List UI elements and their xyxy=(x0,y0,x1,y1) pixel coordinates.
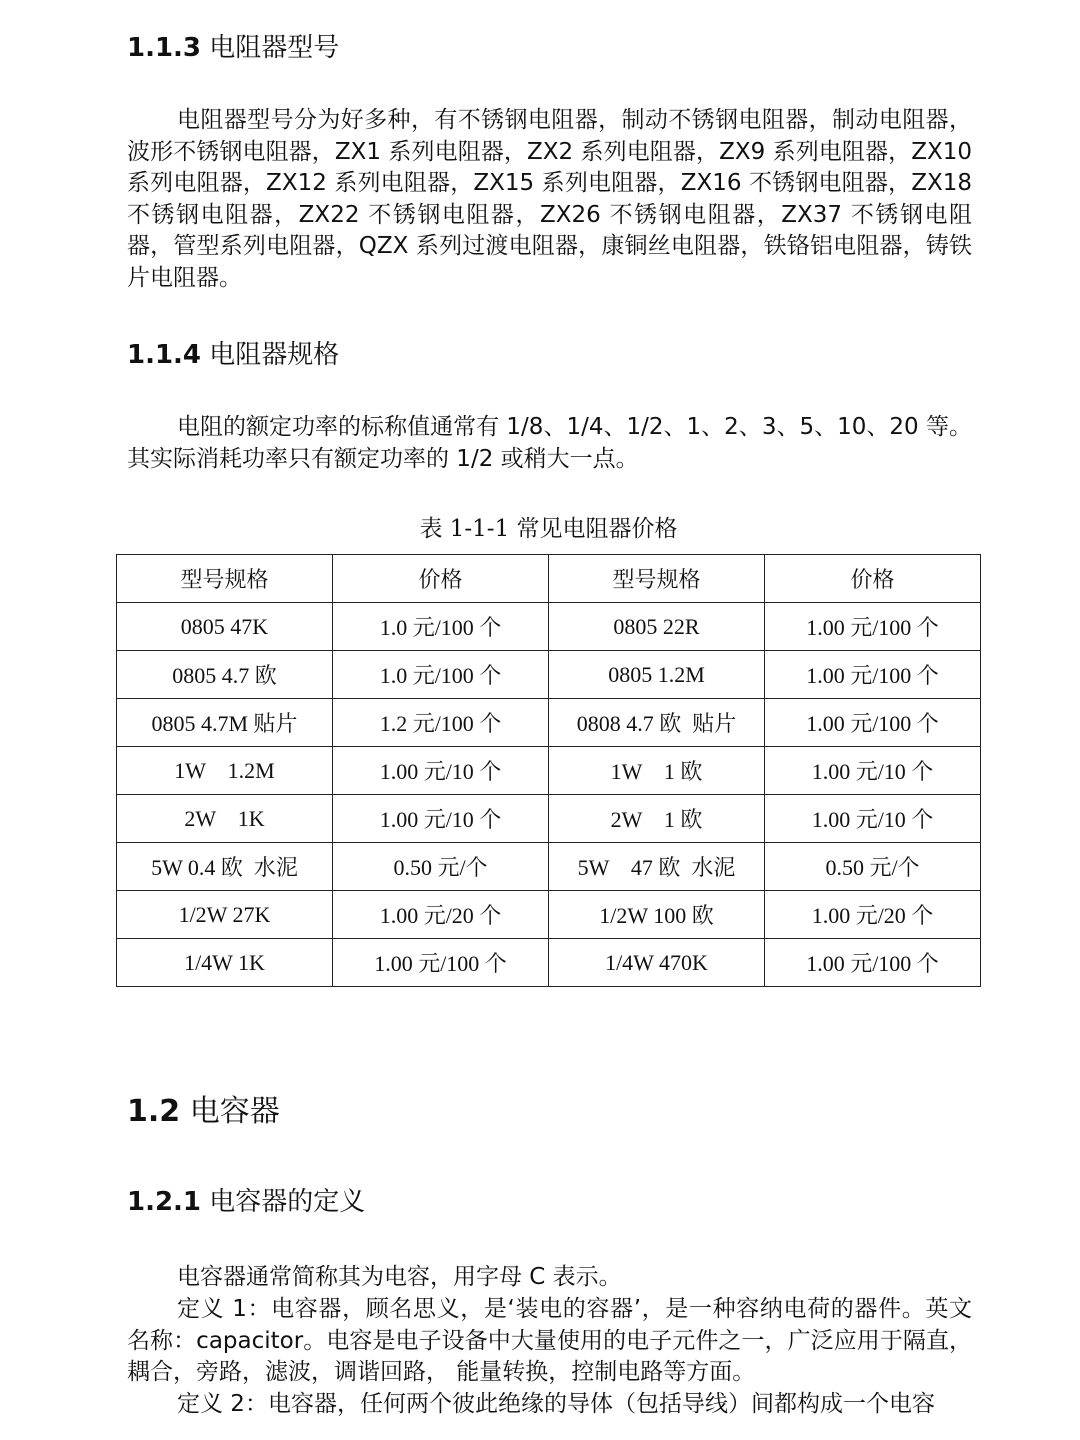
table-cell: 1.00 元/20 个 xyxy=(333,891,549,939)
table-row xyxy=(117,939,981,987)
table-cell: 0805 4.7M 贴片 xyxy=(117,699,333,747)
paragraph-resistor-specs: 电阻的额定功率的标称值通常有 1/8、1/4、1/2、1、2、3、5、10、20 等。其实际消耗功率只有额定功率的 1/2 或稍大一点。 xyxy=(127,414,972,472)
table-cell: 0808 4.7 欧 贴片 xyxy=(549,699,765,747)
table-row xyxy=(117,843,981,891)
table-cell: 5W 47 欧 水泥 xyxy=(549,843,765,891)
table-cell: 1.00 元/10 个 xyxy=(333,747,549,795)
table-cell: 1.0 元/100 个 xyxy=(333,603,549,651)
table-cell: 1.00 元/10 个 xyxy=(333,795,549,843)
table-cell: 0805 22R xyxy=(549,603,765,651)
table-cell: 0805 4.7 欧 xyxy=(117,651,333,699)
heading-1-2 xyxy=(127,1094,280,1130)
heading-1-1-4 xyxy=(127,340,339,370)
heading-title: 电容器 xyxy=(189,1094,280,1129)
table-cell: 1.00 元/20 个 xyxy=(765,891,981,939)
heading-title: 电容器的定义 xyxy=(209,1187,366,1217)
table-cell: 1W 1 欧 xyxy=(549,747,765,795)
table-cell: 1/4W 1K xyxy=(117,939,333,987)
table-row xyxy=(117,747,981,795)
header-cell: 价格 xyxy=(765,555,981,603)
heading-number: 1.1.4 xyxy=(127,340,202,370)
paragraph-resistor-models: 电阻器型号分为好多种，有不锈钢电阻器，制动不锈钢电阻器，制动电阻器，波形不锈钢电阻器，ZX1 系列电阻器，ZX2 系列电阻器，ZX9 系列电阻器，ZX10 系列电阻器，ZX12 系列电阻器，ZX15 系列电阻器，ZX16 不锈钢电阻器，ZX18 不锈钢电阻器，ZX22 不锈钢电阻器，ZX26 不锈钢电阻器，ZX37 不锈钢电阻器，管型系列电阻器，QZX 系列过渡电阻器，康铜丝电阻器，铁铬铝电阻器，铸铁片电阻器。 xyxy=(127,107,972,291)
header-cell: 型号规格 xyxy=(117,555,333,603)
table-cell: 1.00 元/100 个 xyxy=(765,651,981,699)
header-cell: 价格 xyxy=(333,555,549,603)
table-cell: 0.50 元/个 xyxy=(333,843,549,891)
heading-1-1-3 xyxy=(127,33,339,63)
table-cell: 1.00 元/100 个 xyxy=(333,939,549,987)
table-row xyxy=(117,651,981,699)
heading-number: 1.2.1 xyxy=(127,1187,202,1217)
table-caption: 表 1-1-1 常见电阻器价格 xyxy=(419,516,678,542)
heading-1-2-1 xyxy=(127,1187,365,1217)
table-row xyxy=(117,603,981,651)
paragraph-capacitor-intro: 电容器通常简称其为电容，用字母 C 表示。 xyxy=(177,1264,622,1290)
heading-title: 电阻器规格 xyxy=(209,340,340,370)
table-cell: 1.00 元/10 个 xyxy=(765,795,981,843)
table-cell: 1/2W 100 欧 xyxy=(549,891,765,939)
table-cell: 0805 47K xyxy=(117,603,333,651)
table-cell: 1.00 元/100 个 xyxy=(765,939,981,987)
heading-number: 1.1.3 xyxy=(127,33,202,63)
header-cell: 型号规格 xyxy=(549,555,765,603)
table-cell: 1.00 元/100 个 xyxy=(765,699,981,747)
table-cell: 5W 0.4 欧 水泥 xyxy=(117,843,333,891)
table-row xyxy=(117,795,981,843)
table-cell: 1/2W 27K xyxy=(117,891,333,939)
table-cell: 1.0 元/100 个 xyxy=(333,651,549,699)
table-cell: 1/4W 470K xyxy=(549,939,765,987)
table-cell: 1.2 元/100 个 xyxy=(333,699,549,747)
table-cell: 2W 1K xyxy=(117,795,333,843)
resistor-price-table xyxy=(116,554,981,987)
table-cell: 0.50 元/个 xyxy=(765,843,981,891)
table-cell: 1.00 元/10 个 xyxy=(765,747,981,795)
table-cell: 1.00 元/100 个 xyxy=(765,603,981,651)
paragraph-capacitor-definition-2: 定义 2：电容器，任何两个彼此绝缘的导体（包括导线）间都构成一个电容 xyxy=(177,1391,935,1417)
table-row xyxy=(117,891,981,939)
heading-title: 电阻器型号 xyxy=(209,33,340,63)
table-header-row xyxy=(117,555,981,603)
paragraph-capacitor-definition-1: 定义 1：电容器，顾名思义，是‘装电的容器’，是一种容纳电荷的器件。英文名称：capacitor。电容是电子设备中大量使用的电子元件之一，广泛应用于隔直，耦合，旁路，滤波，调谐回路， 能量转换，控制电路等方面。 xyxy=(127,1296,972,1385)
table-cell: 0805 1.2M xyxy=(549,651,765,699)
table-cell: 2W 1 欧 xyxy=(549,795,765,843)
table-row xyxy=(117,699,981,747)
heading-number: 1.2 xyxy=(127,1094,181,1129)
table-cell: 1W 1.2M xyxy=(117,747,333,795)
